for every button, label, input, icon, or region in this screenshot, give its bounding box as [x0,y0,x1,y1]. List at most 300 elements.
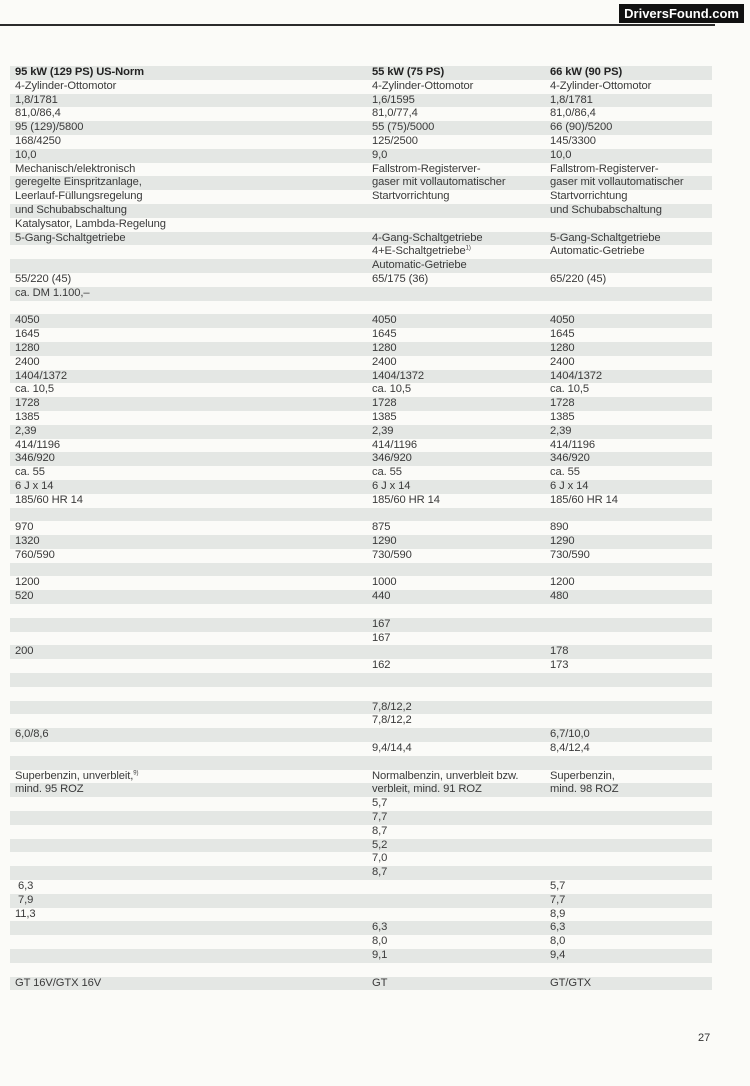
table-row [10,673,712,687]
cell-text: 1404/1372 [550,369,602,382]
table-cell [372,535,397,549]
table-cell [372,701,412,715]
cell-text: 7,8/12,2 [372,700,412,713]
table-cell [372,80,473,94]
cell-text: Fallstrom-Registerver- [372,162,481,175]
cell-text: 200 [15,645,34,658]
cell-text: 2400 [550,355,575,368]
table-cell [15,204,127,218]
table-cell [550,728,590,742]
table-row [10,259,712,273]
table-cell [550,273,606,287]
table-cell [15,549,55,563]
cell-text: gaser mit vollautomatischer [372,176,506,189]
cell-text: 7,7 [550,893,566,906]
cell-text: 440 [372,590,391,603]
table-row [10,535,712,549]
cell-text: 185/60 HR 14 [15,493,83,506]
table-row [10,287,712,301]
cell-text: ca. 55 [372,466,402,479]
cell-text: 4-Zylinder-Ottomotor [372,79,474,92]
cell-text: 81,0/77,4 [372,107,418,120]
cell-text: 6,7/10,0 [550,728,590,741]
cell-text: 6,3 [15,880,34,893]
table-row [10,852,712,866]
table-cell [550,439,595,453]
table-row [10,783,712,797]
cell-text: 346/920 [372,452,412,465]
table-cell [372,176,505,190]
cell-text: 6,3 [550,921,566,934]
cell-text: 520 [15,590,34,603]
table-row [10,176,712,190]
cell-text: 5-Gang-Schaltgetriebe [15,231,126,244]
table-row [10,370,712,384]
table-row [10,439,712,453]
cell-text: 9,4/14,4 [372,742,412,755]
cell-text: gaser mit vollautomatischer [550,176,684,189]
cell-text: 1,8/1781 [550,93,593,106]
table-cell [372,825,387,839]
table-cell [550,935,565,949]
table-cell [550,342,575,356]
table-cell [550,894,565,908]
cell-text: 65/175 (36) [372,272,429,285]
cell-text: 8,9 [550,907,566,920]
table-cell [372,852,387,866]
cell-text: 167 [372,631,391,644]
table-row [10,687,712,701]
table-cell [15,494,83,508]
cell-text: mind. 95 ROZ [15,783,84,796]
column-header: 66 kW (90 PS) [550,66,623,78]
cell-text: 2,39 [372,424,394,437]
cell-text: Superbenzin, unverbleit, [15,769,134,782]
cell-text: 875 [372,521,391,534]
footnote-marker: 9) [133,769,139,776]
table-cell [550,908,565,922]
table-row [10,935,712,949]
column-header: 55 kW (75 PS) [372,66,445,78]
table-cell [372,397,397,411]
table-cell [372,259,467,273]
table-cell [372,480,410,494]
table-cell [372,618,390,632]
table-cell [15,576,40,590]
cell-text: GT [372,976,388,989]
table-cell [372,659,390,673]
table-cell [372,839,387,853]
table-cell [372,977,387,991]
table-cell [372,949,387,963]
table-cell [15,425,36,439]
table-row [10,480,712,494]
table-cell [372,232,482,246]
cell-text: Startvorrichtung [550,190,628,203]
table-cell [550,190,627,204]
cell-text: 1385 [372,410,397,423]
table-cell [372,356,397,370]
cell-text: ca. 55 [550,466,580,479]
table-cell [550,232,660,246]
table-cell [550,521,568,535]
cell-text: 4-Zylinder-Ottomotor [550,79,652,92]
cell-text: 1320 [15,535,40,548]
table-cell [372,149,387,163]
cell-text: 9,4 [550,949,566,961]
cell-text: Fallstrom-Registerver- [550,162,659,175]
cell-text: 1404/1372 [15,369,67,382]
table-row [10,797,712,811]
table-cell [15,397,40,411]
table-cell [372,314,397,328]
table-row [10,549,712,563]
table-row [10,894,712,908]
cell-text: 1385 [15,410,40,423]
cell-text: Normalbenzin, unverbleit bzw. [372,769,519,782]
table-row [10,301,712,315]
cell-text: 4050 [372,314,397,327]
cell-text: 346/920 [15,452,55,465]
table-cell [372,411,397,425]
cell-text: 1404/1372 [372,369,424,382]
table-cell [15,590,33,604]
table-cell [550,742,590,756]
cell-text: 4050 [550,314,575,327]
cell-text: 1280 [15,341,40,354]
table-cell [372,921,387,935]
table-row [10,342,712,356]
cell-text: 81,0/86,4 [15,107,61,120]
table-cell [15,783,83,797]
table-row [10,645,712,659]
table-cell [372,714,412,728]
table-cell [550,328,575,342]
table-row [10,825,712,839]
cell-text: 185/60 HR 14 [550,493,618,506]
table-cell [15,480,53,494]
cell-text: 95 (129)/5800 [15,121,84,134]
cell-text: 178 [550,645,569,658]
cell-text: 8,0 [372,935,388,948]
table-cell [550,314,575,328]
table-cell [550,949,565,963]
table-cell [15,894,33,908]
table-cell [550,590,568,604]
table-row [10,756,712,770]
cell-text: 346/920 [550,452,590,465]
cell-text: 760/590 [15,548,55,561]
cell-text: 66 (90)/5200 [550,121,613,134]
table-cell [15,273,71,287]
table-cell [15,342,40,356]
cell-text: Superbenzin, [550,769,615,782]
cell-text: 168/4250 [15,134,61,147]
table-cell [15,107,61,121]
table-row [10,508,712,522]
table-cell [550,549,590,563]
table-cell [372,439,417,453]
table-row [10,452,712,466]
cell-text: 9,1 [372,949,388,961]
cell-text: 1000 [372,576,397,589]
cell-text: 10,0 [15,148,37,161]
cell-text: 6 J x 14 [550,479,589,492]
table-cell [372,811,387,825]
cell-text: ca. DM 1.100,– [15,286,90,299]
cell-text: 7,0 [372,852,388,865]
cell-text: ca. 10,5 [15,383,55,396]
cell-text: 55 (75)/5000 [372,121,435,134]
table-cell [550,770,615,784]
cell-text: geregelte Einspritzanlage, [15,176,142,189]
table-cell [550,880,565,894]
table-cell [372,370,424,384]
table-cell [372,742,412,756]
table-cell [15,80,116,94]
table-cell [550,645,568,659]
cell-text: Leerlauf-Füllungsregelung [15,190,143,203]
table-row [10,839,712,853]
table-row [10,659,712,673]
cell-text: 1728 [372,397,397,410]
table-row [10,618,712,632]
cell-text: mind. 98 ROZ [550,783,619,796]
table-cell [15,149,36,163]
cell-text: 1645 [15,328,40,341]
cell-text: GT/GTX [550,976,592,989]
table-cell [372,935,387,949]
cell-text: 480 [550,590,569,603]
table-cell [372,135,418,149]
table-cell [15,728,49,742]
cell-text: 5-Gang-Schaltgetriebe [550,231,661,244]
cell-text: 6,0/8,6 [15,728,49,741]
cell-text: Mechanisch/elektronisch [15,162,136,175]
table-cell [15,176,142,190]
cell-text: 9,0 [372,148,388,161]
cell-text: 7,9 [15,893,34,906]
cell-text: 5,7 [550,880,566,893]
table-cell [550,466,580,480]
cell-text: 1280 [372,341,397,354]
table-cell [15,121,83,135]
table-cell [15,94,58,108]
table-row [10,149,712,163]
table-row [10,163,712,177]
table-row [10,218,712,232]
table-cell [550,149,571,163]
cell-text: 7,8/12,2 [372,714,412,727]
table-row [10,135,712,149]
cell-text: 173 [550,659,569,672]
table-row [10,356,712,370]
cell-text: verbleit, mind. 91 ROZ [372,783,482,796]
spec-table [10,66,712,990]
table-cell [550,383,589,397]
cell-text: 1290 [550,535,575,548]
cell-text: ca. 55 [15,466,45,479]
table-cell [550,204,662,218]
table-cell [550,425,571,439]
table-row [10,742,712,756]
table-cell [372,94,415,108]
table-cell [372,590,390,604]
table-cell [372,466,402,480]
cell-text: 8,4/12,4 [550,742,590,755]
table-cell [15,770,138,784]
table-cell [15,370,67,384]
table-row [10,604,712,618]
cell-text: 125/2500 [372,134,418,147]
table-cell [372,797,387,811]
cell-text: 1290 [372,535,397,548]
table-row [10,714,712,728]
table-row [10,701,712,715]
cell-text: 5,7 [372,797,388,810]
cell-text: 1280 [550,341,575,354]
table-cell [372,245,471,259]
table-row [10,576,712,590]
table-cell [372,576,397,590]
table-cell [372,783,482,797]
cell-text: 414/1196 [372,438,418,451]
table-cell [550,576,575,590]
table-cell [372,383,411,397]
cell-text: 2400 [372,355,397,368]
table-cell [550,176,683,190]
table-row [10,963,712,977]
cell-text: Automatic-Getriebe [550,245,645,258]
table-cell [550,480,588,494]
table-row [10,811,712,825]
table-cell [550,135,596,149]
table-row [10,314,712,328]
table-cell [15,356,40,370]
table-row [10,66,712,80]
table-cell [15,439,60,453]
table-cell [550,245,645,259]
table-row [10,397,712,411]
table-cell [15,411,40,425]
table-row [10,880,712,894]
table-row [10,121,712,135]
table-row [10,383,712,397]
table-cell [15,287,89,301]
cell-text: 185/60 HR 14 [372,493,440,506]
table-cell [550,535,575,549]
table-cell [15,314,40,328]
cell-text: und Schubabschaltung [15,203,127,216]
cell-text: 167 [372,617,391,630]
table-row [10,411,712,425]
table-cell [15,328,40,342]
table-row [10,245,712,259]
cell-text: 7,7 [372,811,388,824]
table-cell [15,383,54,397]
table-cell [550,411,575,425]
table-row [10,94,712,108]
table-cell [15,880,33,894]
table-row [10,232,712,246]
cell-text: 6 J x 14 [372,479,411,492]
table-row [10,190,712,204]
table-cell [372,107,418,121]
table-cell [15,521,33,535]
cell-text: GT 16V/GTX 16V [15,976,102,989]
table-cell [550,121,612,135]
cell-text: 2400 [15,355,40,368]
cell-text: 730/590 [550,548,590,561]
table-cell [550,356,575,370]
table-row [10,590,712,604]
cell-text: 8,7 [372,866,388,879]
table-cell [15,232,125,246]
table-cell [15,452,55,466]
table-cell [550,94,593,108]
table-row [10,949,712,963]
cell-text: 4-Zylinder-Ottomotor [15,79,117,92]
table-cell [550,370,602,384]
table-cell [550,494,618,508]
table-cell [550,921,565,935]
cell-text: ca. 10,5 [372,383,412,396]
table-row [10,921,712,935]
table-row [10,425,712,439]
cell-text: 1645 [550,328,575,341]
cell-text: 6,3 [372,921,388,934]
cell-text: ca. 10,5 [550,383,590,396]
table-cell [372,163,480,177]
table-cell [15,645,33,659]
top-rule [0,24,715,26]
cell-text: 2,39 [15,424,37,437]
table-row [10,866,712,880]
cell-text: 4-Gang-Schaltgetriebe [372,231,483,244]
table-cell [550,397,575,411]
cell-text: Katalysator, Lambda-Regelung [15,217,166,230]
cell-text: 2,39 [550,424,572,437]
cell-text: 5,2 [372,838,388,851]
table-row [10,273,712,287]
table-cell [372,273,428,287]
table-cell [372,494,440,508]
table-cell [372,190,449,204]
watermark: DriversFound.com [619,4,744,23]
table-row [10,770,712,784]
cell-text: 162 [372,659,391,672]
cell-text: 414/1196 [15,438,61,451]
table-cell [15,466,45,480]
table-cell [550,163,658,177]
table-cell [550,107,596,121]
table-row [10,977,712,991]
table-cell [550,977,591,991]
cell-text: 8,0 [550,935,566,948]
cell-text: 1385 [550,410,575,423]
table-cell [15,163,135,177]
table-cell [15,535,40,549]
cell-text: 1200 [15,576,40,589]
table-row [10,728,712,742]
cell-text: 1,6/1595 [372,93,415,106]
cell-text: 730/590 [372,548,412,561]
cell-text: 1645 [372,328,397,341]
cell-text: 1200 [550,576,575,589]
page-number: 27 [698,1032,711,1044]
cell-text: 65/220 (45) [550,272,607,285]
table-cell [372,866,387,880]
